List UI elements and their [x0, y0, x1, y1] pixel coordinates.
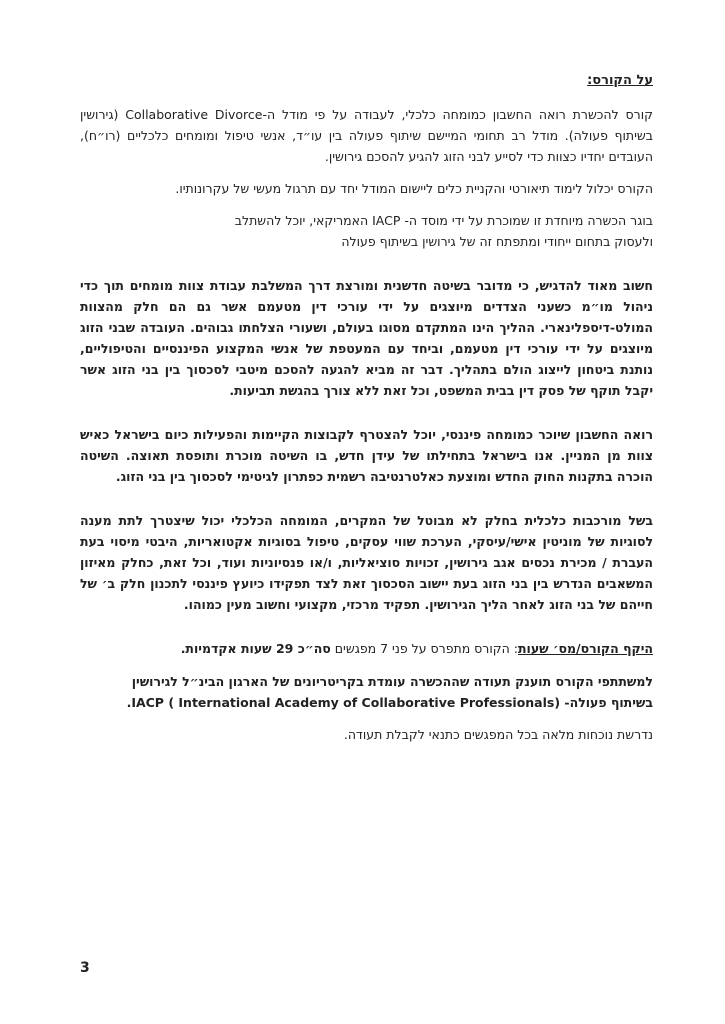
- attendance-note: נדרשת נוכחות מלאה בכל המפגשים כתנאי לקבלת תעודה.: [343, 727, 653, 742]
- economic-complexity-paragraph: בשל מורכבות כלכלית בחלק לא מבוטל של המקרים, המומחה הכלכלי יכול שיצטרך לתת מענה לסוגיות של מוניטין אישי/עיסקי, הערכת שווי עסקים, טיפול בסוגיות אקטואריות, היבטי מיסוי בעת העברת / מכירת נכסים אגב גירושין, זכויות סוציאליות, ו/או פנסיוניות ועוד, וכל זאת, כחלק מאיזון המשאבים הנדרש בין בני הזוג בעת יישוב הסכסוך זאת לצד תפקידו כיועץ פיננסי לתכנון חלק ב׳ של חייהם של בני הזוג לאחר הליך הגירושין. תפקיד מרכזי, מקצועי וחשוב מעין כמוהו.: [80, 513, 653, 612]
- certificate-paragraph: [80, 671, 653, 713]
- page-number: 3: [80, 960, 90, 976]
- certificate-line-2: בשיתוף פעולה- IACP ( International Academy of Collaborative Professionals).: [126, 695, 653, 710]
- certificate-line-1: למשתתפי הקורס תוענק תעודה שההכשרה עומדת בקריטריונים של הארגון הבינ״ל לגירושין: [131, 674, 653, 689]
- accountant-role-paragraph: רואה החשבון שיוכר כמומחה פיננסי, יוכל להצטרף לקבוצות הקיימות והפעילות כיום בישראל כאיש צוות מן המניין. אנו בישראל בתחילתו של עידן חדש, בו השיטה מוכרת ותופסת תאוצה. השיטה הוכרה בתקנות החוק החדש ומוצעת כאלטרנטיבה רשמית כפתרון לגיטימי לסכסוך בין בני הזוג.: [80, 427, 653, 484]
- course-scope-label: היקף הקורס/מס׳ שעות: [517, 641, 653, 656]
- intro-paragraph: קורס להכשרת רואה החשבון כמומחה כלכלי, לעבודה על פי מודל ה-Collaborative Divorce (גירושין בשיתוף פעולה). מודל רב תחומי המיישם שיתוף פעולה בין עו״ד, אנשי טיפול ומומחים כלכליים (רו״ח), העובדים יחדיו כצוות כדי לסייע לבני הזוג להגיע להסכם גירושין.: [80, 107, 653, 164]
- emphasis-paragraph: חשוב מאוד להדגיש, כי מדובר בשיטה חדשנית ומורצת דרך המשלבת עבודת צוות מומחים תוך כדי ניהול מו״מ כשעני הצדדים מיוצגים על ידי עורכי דין מטעמם אשר גם הם חלק מהצוות המולט-דיספלינארי. ההליך הינו המתקדם מסוגו בעולם, ושעורי הצלחתו גבוהים. העובדה שבני הזוג מיוצגים על ידי עורכי דין מטעמם, וביחד עם המעטפת של אנשי המקצוע הפיננסיים והטיפוליים, נותנת ביטחון לייצוג הולם בתהליך. דבר זה מביא להגעה להסכם מיטבי לסכסוך בין בני הזוג אשר יקבל תוקף של פסק דין בבית המשפט, וכל זאת ללא צורך בהגשת תביעות.: [80, 278, 653, 398]
- graduate-line-1: בוגר הכשרה מיוחדת זו שמוכרת על ידי מוסד ה- IACP האמריקאי, יוכל להשתלב: [234, 213, 653, 228]
- graduate-line-2: ולעסוק בתחום ייחודי ומתפתח זה של גירושין בשיתוף פעולה: [341, 234, 653, 249]
- section-heading: על הקורס:: [587, 73, 653, 88]
- course-scope-text: : הקורס מתפרס על פני 7 מפגשים: [330, 641, 518, 656]
- course-scope-hours: סה״כ 29 שעות אקדמיות.: [180, 641, 331, 656]
- document-page: [80, 72, 653, 756]
- course-content-paragraph: הקורס יכלול לימוד תיאורטי והקניית כלים ליישום המודל יחד עם תרגול מעשי של עקרונותיו.: [175, 181, 653, 196]
- graduate-paragraph: [80, 210, 653, 252]
- course-scope: [80, 638, 653, 659]
